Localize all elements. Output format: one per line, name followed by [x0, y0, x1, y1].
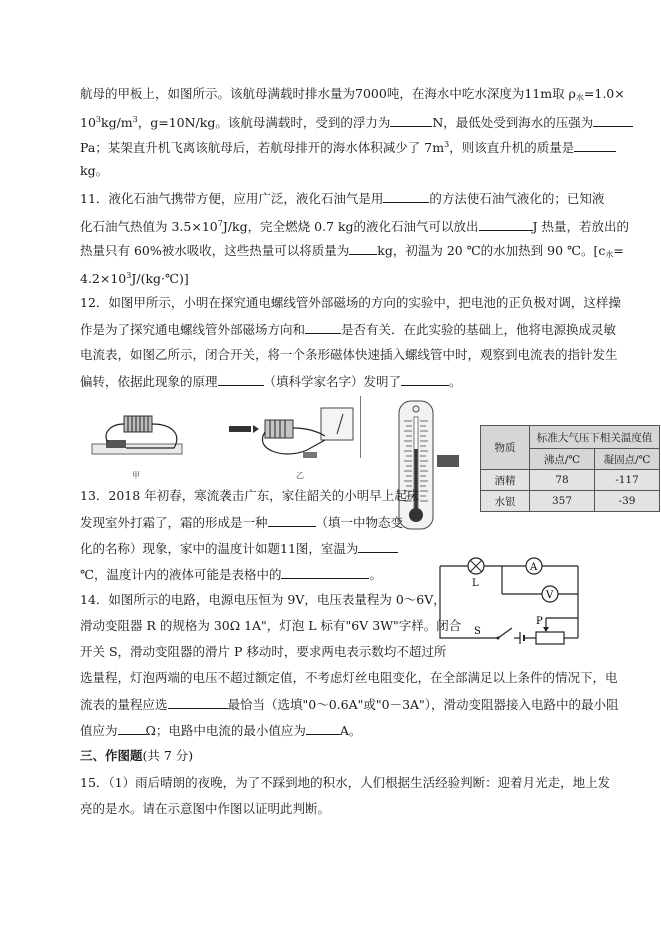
- q10-line1: 航母的甲板上，如图所示。该航母满载时排水量为7000吨，在海水中吃水深度为11m取 $\rho_水=1.0\times$: [80, 86, 625, 102]
- answer-blank: [305, 321, 341, 334]
- figure-yi-label: 乙: [296, 471, 304, 480]
- voltmeter: [542, 586, 558, 602]
- switch-label: S: [474, 626, 481, 637]
- table-cell: 酒精: [481, 470, 530, 491]
- table-cell: 357: [530, 491, 595, 512]
- galvanometer: [321, 408, 353, 440]
- q10-line4: kg。: [80, 163, 109, 178]
- answer-blank: [574, 139, 616, 152]
- q14-line6: 值应为 Ω；电路中电流的最小值应为 A。: [80, 723, 362, 738]
- q13-line1: 13．2018 年初春，寒流袭击广东，家住韶关的小明早上起床: [80, 488, 420, 503]
- q11-line3: 热量只有 60%被水吸收，这些热量可以将质量为 kg，初温为 20 ℃的水加热到 90 ℃。[$c_水=$: [80, 243, 624, 259]
- switch: [303, 452, 317, 458]
- battery: [106, 440, 126, 448]
- answer-blank: [118, 722, 146, 735]
- q15-line1: 15．（1）雨后晴朗的夜晚，为了不踩到地的积水，人们根据生活经验判断：迎着月光走，地上发: [80, 775, 611, 790]
- q13-line3: 化的名称）现象，家中的温度计如题11图，室温为: [80, 540, 398, 557]
- thermometer-figure: [393, 399, 465, 532]
- ammeter: [526, 558, 542, 574]
- table-header-freezing: 凝固点/℃: [595, 449, 660, 470]
- answer-blank: [268, 514, 316, 527]
- q14-line5: 流表的量程应选 最恰当（选填"0～0.6A"或"0－3A"），滑动变阻器接入电路中的最小阻: [80, 697, 619, 712]
- answer-blank: [383, 190, 429, 203]
- table-title: 标准大气压下相关温度值: [530, 426, 660, 449]
- table-header-boiling: 沸点/℃: [530, 449, 595, 470]
- switch: [497, 628, 513, 640]
- rheostat: [536, 632, 564, 644]
- q12-line3: 电流表，如图乙所示，闭合开关，将一个条形磁体快速插入螺线管中时，观察到电流表的指针发生: [80, 347, 618, 362]
- q12-line1: 12．如图甲所示，小明在探究通电螺线管外部磁场的方向的实验中，把电池的正负极对调，这样操: [80, 295, 621, 310]
- q13-line2: 发现室外打霜了，霜的形成是一种 （填一中物态变: [80, 515, 404, 530]
- q14-line2: 滑动变阻器 R 的规格为 30Ω 1A"，灯泡 L 标有"6V 3W"字样。闭合: [80, 618, 462, 633]
- q11-line2: 化石油气热值为 $3.5\times 10^7J/kg$，完全燃烧 0.7 kg的液化石油气可以放出 J 热量，若放出的: [80, 219, 630, 234]
- q14-line4: 选量程，灯泡两端的电压不超过额定值，不考虑灯丝电阻变化，在全部满足以上条件的情况下，电: [80, 670, 618, 685]
- q14-line1: 14．如图所示的电路，电源电压恒为 9V，电压表量程为 0～6V，: [80, 592, 446, 607]
- bar-magnet: [229, 426, 251, 432]
- answer-blank: [390, 114, 432, 127]
- slider-label: P: [536, 616, 543, 627]
- answer-blank: [218, 373, 264, 386]
- section-heading: 三、作图题(共 7 分): [80, 748, 194, 763]
- q11-line4: $4.2\times 10^3J/(kg\cdot℃)$]: [80, 271, 189, 286]
- q12-line2: 作是为了探究通电螺线管外部磁场方向和 是否有关．在此实验的基础上，他将电源换成灵敏: [80, 322, 617, 337]
- answer-blank: [593, 114, 633, 127]
- table-header-substance: 物质: [481, 426, 530, 470]
- solenoid-coil: [124, 416, 152, 432]
- battery: [520, 632, 524, 644]
- q15-line2: 亮的是水。请在示意图中作图以证明此判断。: [80, 801, 331, 816]
- table-row: [481, 470, 660, 491]
- q11-line1: 11．液化石油气携带方便，应用广泛，液化石油气是用 的方法使石油气液化的；已知液: [80, 191, 605, 206]
- lamp: [468, 558, 484, 574]
- svg-text:V: V: [546, 590, 554, 601]
- answer-blank: [281, 566, 369, 579]
- lamp-label: L: [472, 578, 479, 589]
- coil: [265, 420, 293, 438]
- table-cell: 水银: [481, 491, 530, 512]
- q13-line4: ℃，温度计内的液体可能是表格中的 。: [80, 567, 382, 582]
- answer-blank: [349, 242, 377, 255]
- table-row: [481, 491, 660, 512]
- answer-blank: [168, 696, 228, 709]
- table-cell: -39: [595, 491, 660, 512]
- svg-text:A: A: [530, 562, 538, 573]
- q10-line2: $10^3kg/m^3$，g=10N/kg。该航母满载时，受到的浮力为 N，最低处受到海水的压强为: [80, 112, 633, 131]
- temperature-table: [480, 425, 660, 512]
- q10-line3: Pa；某架直升机飞离该航母后，若航母排开的海水体积减少了 $7m^3$，则该直升机的质量是: [80, 137, 616, 156]
- magnet-galvanometer-figure: [225, 400, 360, 470]
- answer-blank: [479, 218, 533, 231]
- base-board: [92, 444, 182, 454]
- q14-line3: 开关 S，滑动变阻器的滑片 P 移动时，要求两电表示数均不超过所: [80, 644, 447, 659]
- answer-blank: [306, 722, 340, 735]
- figure-divider: [360, 396, 361, 458]
- q12-line4: 偏转，依据此现象的原理 （填科学家名字）发明了 。: [80, 374, 462, 389]
- table-cell: 78: [530, 470, 595, 491]
- solenoid-battery-figure: [82, 410, 192, 472]
- table-cell: -117: [595, 470, 660, 491]
- answer-blank: [401, 373, 449, 386]
- figure-jia-label: 甲: [132, 471, 140, 480]
- answer-blank: [358, 540, 398, 553]
